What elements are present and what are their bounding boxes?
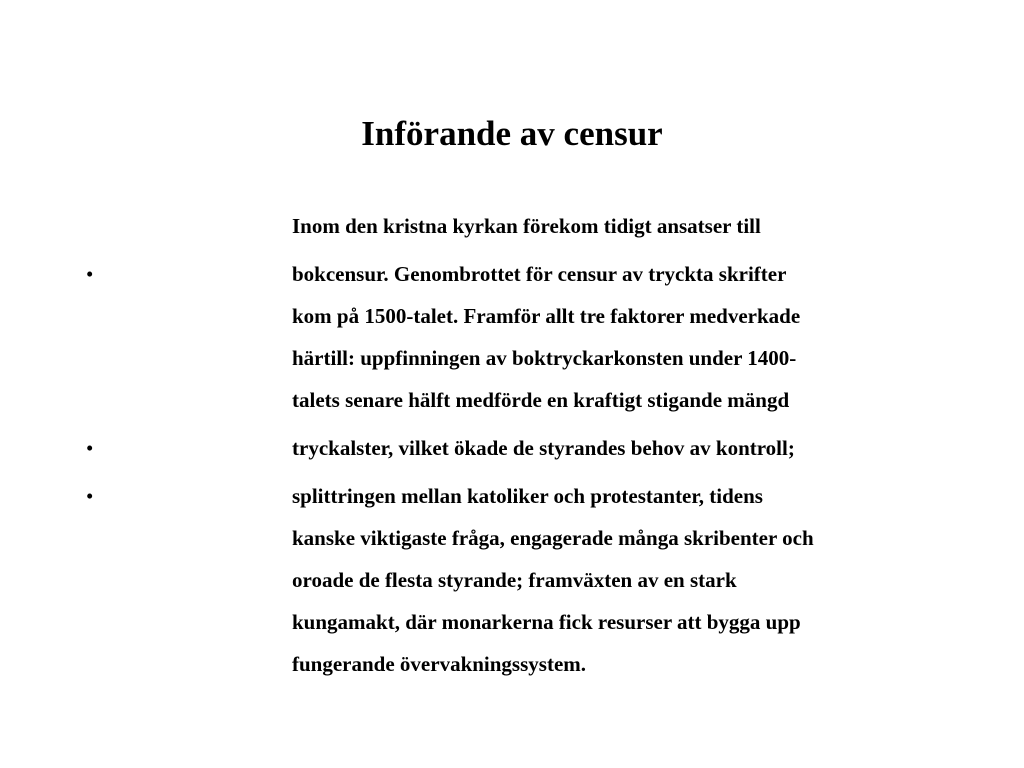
body-line [0,475,1024,517]
body-line [0,337,1024,379]
slide-title: Införande av censur [361,114,663,153]
body-line [0,253,1024,295]
body-line [0,517,1024,559]
body-line [0,379,1024,421]
body-line [0,295,1024,337]
body-line-text: splittringen mellan katoliker och protestanter, tidens [292,484,763,508]
body-line [0,601,1024,643]
slide-body [0,205,1024,685]
body-line-text: bokcensur. Genombrottet för censur av tryckta skrifter [292,262,787,286]
body-line-text: Inom den kristna kyrkan förekom tidigt ansatser till [292,214,761,238]
body-line-text: härtill: uppfinningen av boktryckarkonsten under 1400- [292,346,797,370]
bullet-icon: • [86,484,94,508]
body-line [0,559,1024,601]
body-line-text: fungerande övervakningssystem. [292,652,587,676]
body-line [0,427,1024,469]
body-line [0,643,1024,685]
bullet-icon: • [86,262,94,286]
body-line-text: tryckalster, vilket ökade de styrandes behov av kontroll; [292,436,795,460]
body-line-text: oroade de flesta styrande; framväxten av en stark [292,568,737,592]
body-line-text: talets senare hälft medförde en kraftigt stigande mängd [292,388,790,412]
bullet-icon: • [86,436,94,460]
body-line-text: kungamakt, där monarkerna fick resurser att bygga upp [292,610,801,634]
body-line [0,205,1024,253]
body-line-text: kanske viktigaste fråga, engagerade många skribenter och [292,526,814,550]
body-line-text: kom på 1500-talet. Framför allt tre faktorer medverkade [292,304,801,328]
